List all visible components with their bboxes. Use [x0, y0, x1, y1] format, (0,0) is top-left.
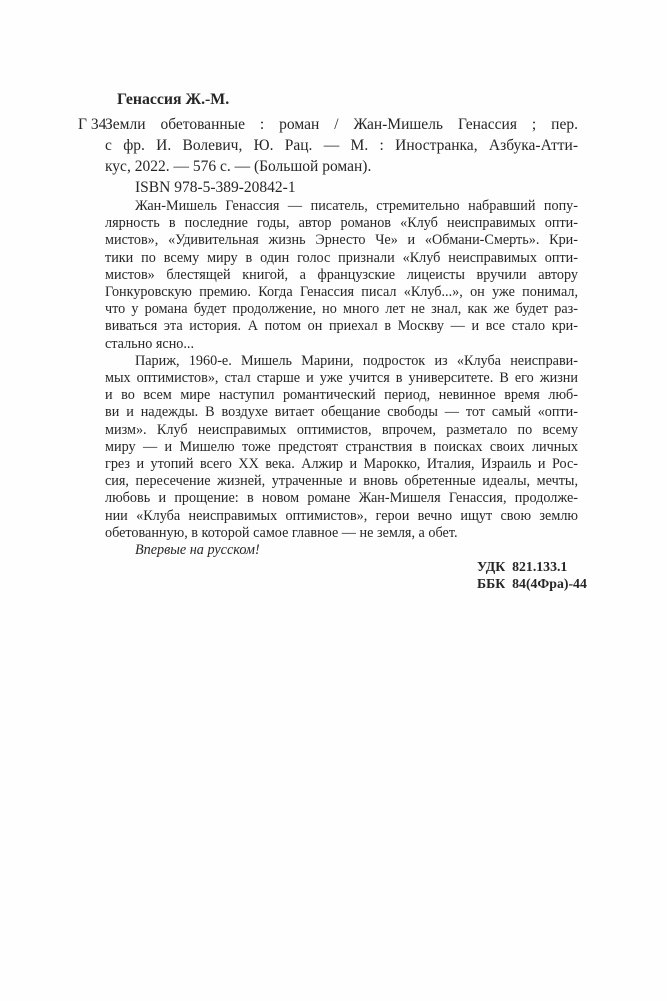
annotation-paragraph-2 [105, 353, 578, 542]
udk-line: УДК 821.133.1 [477, 559, 568, 575]
annotation-line: нии «Клуба неисправимых оптимистов», герои вечно ищут свою землю [105, 507, 578, 524]
annotation-line: ви и надежды. В воздухе витает обещание свободы — тот самый «опти- [105, 404, 578, 421]
annotation-line: грез и утопий всего XX века. Алжир и Марокко, Италия, Израиль и Рос- [105, 456, 578, 473]
author-header: Генассия Ж.-М. [117, 91, 230, 108]
annotation-line: Париж, 1960-е. Мишель Марини, подросток из «Клуба неисправи- [135, 352, 578, 369]
annotation-line: лярность в последние годы, автор романов «Клуб неисправимых опти- [105, 215, 578, 232]
annotation-line: мистов» блестящей книгой, а французские лицеисты вручили автору [105, 266, 578, 283]
annotation-line: Гонкуровскую премию. Когда Генассия писал «Клуб...», он уже понимал, [105, 284, 578, 301]
annotation-line: Жан-Мишель Генассия — писатель, стремительно набравший попу- [135, 198, 578, 214]
annotation-line: виваться эта история. А потом он приехал в Москву — и все стало кри- [105, 318, 578, 335]
annotation-line: мизм». Клуб неисправимых оптимистов, впрочем, разметало по всему [105, 421, 578, 438]
classification-block [477, 559, 587, 592]
catalog-entry-line: кус, 2022. — 576 с. — (Большой роман). [105, 158, 372, 175]
isbn-line: ISBN 978-5-389-20842-1 [135, 179, 296, 196]
annotation-line: миру — и Мишелю тоже предстоят странствия в поисках своих личных [105, 438, 578, 455]
first-russian-note: Впервые на русском! [135, 542, 260, 559]
catalog-entry [78, 114, 578, 177]
annotation-line: мых оптимистов», стал старше и уже учится в университете. В его жизни [105, 370, 578, 387]
annotation-line: что у романа будет продолжение, но много лет не знал, как же будет раз- [105, 301, 578, 318]
catalog-entry-line: Земли обетованные : роман / Жан-Мишель Генассия ; пер. [105, 116, 578, 133]
annotation-line: мистов», «Удивительная жизнь Эрнесто Че» и «Обмани-Смерть». Кри- [105, 232, 578, 249]
bbk-line: ББК 84(4Фра)-44 [477, 575, 587, 591]
annotation-paragraph-1 [105, 198, 578, 353]
annotation-line: обетованную, в которой самое главное — не земля, а обет. [105, 524, 458, 541]
annotation-line: любовь и прощение: в новом романе Жан-Мишеля Генассия, продолже- [105, 490, 578, 507]
catalog-code: Г 34 [78, 116, 107, 133]
catalog-entry-line: с фр. И. Волевич, Ю. Рац. — М. : Иностранка, Азбука-Атти- [105, 137, 578, 154]
annotation-line: стально ясно... [105, 335, 195, 352]
annotation-line: и во всем мире наступил романтический период, невинное время люб- [105, 387, 578, 404]
annotation-line: тики по всему миру в один голос признали «Клуб неисправимых опти- [105, 249, 578, 266]
annotation-line: сия, пересечение жизней, утраченные и вновь обретенные идеалы, мечты, [105, 473, 578, 490]
